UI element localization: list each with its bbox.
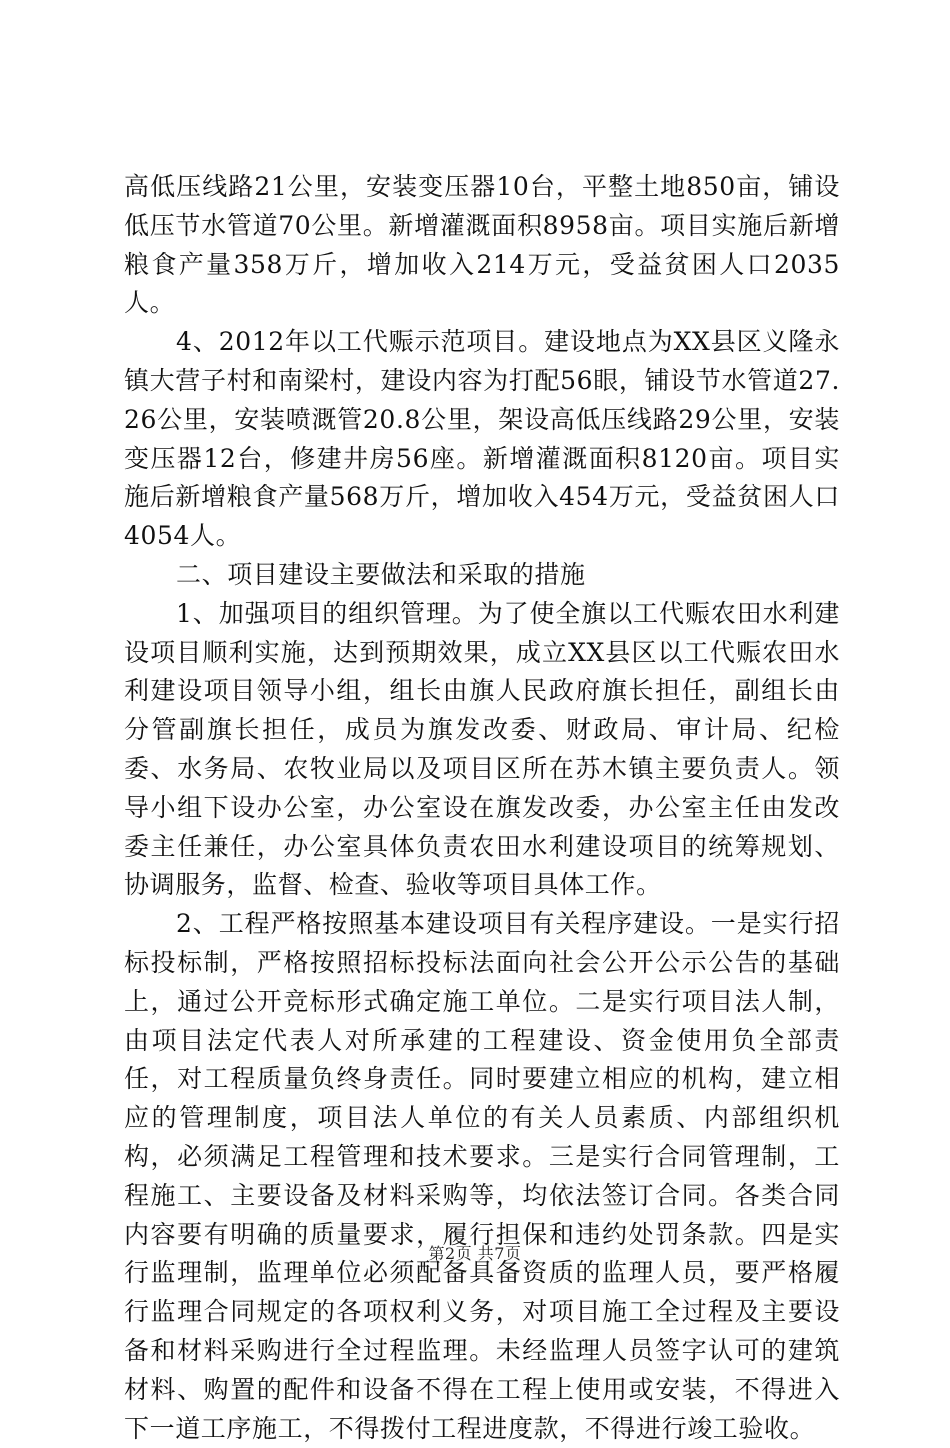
paragraph-measure-2: 2、工程严格按照基本建设项目有关程序建设。一是实行招标投标制，严格按照招标投标法面向社会公开公示公告的基础上，通过公开竞标形式确定施工单位。二是实行项目法人制，由项目法定代表人对所承建的工程建设、资金使用负全部责任，对工程质量负终身责任。同时要建立相应的机构，建立相应的管理制度，项目法人单位的有关人员素质、内部组织机构，必须满足工程管理和技术要求。三是实行合同管理制，工程施工、主要设备及材料采购等，均依法签订合同。各类合同内容要有明确的质量要求，履行担保和违约处罚条款。四是实行监理制，监理单位必须配备具备资质的监理人员，要严格履行监理合同规定的各项权利义务，对项目施工全过程及主要设备和材料采购进行全过程监理。未经监理人员签字认可的建筑材料、购置的配件和设备不得在工程上使用或安装，不得进入下一道工序施工，不得拨付工程进度款，不得进行竣工验收。 [124,909,840,1443]
section-heading-measures: 二、项目建设主要做法和采取的措施 [176,559,586,589]
page-footer: 第2页 共7页 [428,1244,522,1263]
paragraph-measure-1: 1、加强项目的组织管理。为了使全旗以工代赈农田水利建设项目顺利实施，达到预期效果，成立XX县区以工代赈农田水利建设项目领导小组，组长由旗人民政府旗长担任，副组长由分管副旗长担任，成员为旗发改委、财政局、审计局、纪检委、水务局、农牧业局以及项目区所在苏木镇主要负责人。领导小组下设办公室，办公室设在旗发改委，办公室主任由发改委主任兼任，办公室具体负责农田水利建设项目的统筹规划、协调服务，监督、检查、验收等项目具体工作。 [124,598,840,900]
paragraph-continued-project-3: 高低压线路21公里，安装变压器10台，平整土地850亩，铺设低压节水管道70公里。新增灌溉面积8958亩。项目实施后新增粮食产量358万斤，增加收入214万元，受益贫困人口2035人。 [124,172,840,318]
paragraph-project-4: 4、2012年以工代赈示范项目。建设地点为XX县区义隆永镇大营子村和南梁村，建设内容为打配56眼，铺设节水管道27.26公里，安装喷溉管20.8公里，架设高低压线路29公里，安装变压器12台，修建井房56座。新增灌溉面积8120亩。项目实施后新增粮食产量568万斤，增加收入454万元，受益贫困人口4054人。 [124,327,840,551]
